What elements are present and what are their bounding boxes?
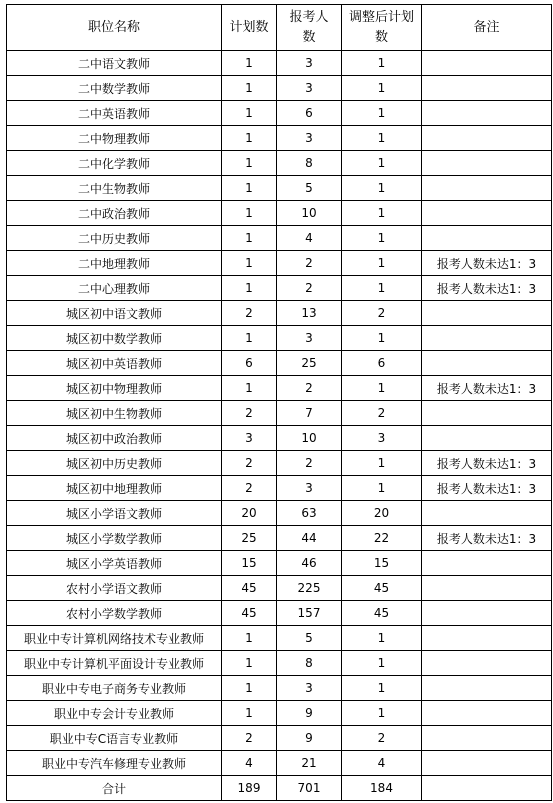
table-row [7, 326, 552, 351]
cell-plan-count: 1 [222, 101, 277, 126]
cell-position-name: 二中化学教师 [7, 151, 222, 176]
cell-plan-count: 1 [222, 326, 277, 351]
cell-applicants: 3 [277, 51, 342, 76]
cell-position-name: 二中生物教师 [7, 176, 222, 201]
cell-note [422, 651, 552, 676]
cell-applicants: 3 [277, 76, 342, 101]
total-label: 合计 [7, 776, 222, 801]
cell-plan-count: 2 [222, 401, 277, 426]
header-applicants [277, 5, 342, 51]
cell-adjusted-plan: 2 [342, 301, 422, 326]
table-row [7, 276, 552, 301]
table-row [7, 126, 552, 151]
cell-plan-count: 45 [222, 601, 277, 626]
cell-plan-count: 1 [222, 676, 277, 701]
cell-applicants: 2 [277, 276, 342, 301]
cell-note: 报考人数未达1：3 [422, 251, 552, 276]
cell-adjusted-plan: 1 [342, 251, 422, 276]
cell-note [422, 501, 552, 526]
cell-adjusted-plan: 1 [342, 626, 422, 651]
cell-position-name: 城区小学英语教师 [7, 551, 222, 576]
table-row [7, 376, 552, 401]
cell-plan-count: 2 [222, 451, 277, 476]
cell-applicants: 13 [277, 301, 342, 326]
cell-note [422, 51, 552, 76]
cell-adjusted-plan: 1 [342, 451, 422, 476]
cell-plan-count: 1 [222, 251, 277, 276]
total-note [422, 776, 552, 801]
cell-note [422, 226, 552, 251]
header-applicants-line2: 数 [302, 29, 316, 45]
table-row [7, 726, 552, 751]
cell-note [422, 676, 552, 701]
table-row [7, 576, 552, 601]
cell-applicants: 7 [277, 401, 342, 426]
cell-note [422, 626, 552, 651]
cell-position-name: 二中语文教师 [7, 51, 222, 76]
table-row [7, 426, 552, 451]
cell-applicants: 157 [277, 601, 342, 626]
cell-adjusted-plan: 1 [342, 151, 422, 176]
cell-applicants: 9 [277, 701, 342, 726]
header-adjusted-plan [342, 5, 422, 51]
header-applicants-line1: 报考人 [289, 9, 329, 25]
table-row [7, 351, 552, 376]
cell-position-name: 农村小学语文教师 [7, 576, 222, 601]
cell-plan-count: 1 [222, 51, 277, 76]
cell-position-name: 职业中专C语言专业教师 [7, 726, 222, 751]
cell-applicants: 5 [277, 626, 342, 651]
table-row [7, 226, 552, 251]
cell-note [422, 601, 552, 626]
cell-plan-count: 1 [222, 201, 277, 226]
cell-applicants: 10 [277, 201, 342, 226]
cell-applicants: 9 [277, 726, 342, 751]
cell-adjusted-plan: 1 [342, 226, 422, 251]
cell-position-name: 二中物理教师 [7, 126, 222, 151]
cell-applicants: 44 [277, 526, 342, 551]
table-row [7, 451, 552, 476]
cell-note: 报考人数未达1：3 [422, 376, 552, 401]
table-header-row [7, 5, 552, 51]
cell-plan-count: 20 [222, 501, 277, 526]
cell-plan-count: 15 [222, 551, 277, 576]
cell-plan-count: 3 [222, 426, 277, 451]
cell-applicants: 10 [277, 426, 342, 451]
cell-plan-count: 1 [222, 151, 277, 176]
cell-adjusted-plan: 45 [342, 576, 422, 601]
cell-note [422, 201, 552, 226]
cell-adjusted-plan: 45 [342, 601, 422, 626]
cell-note [422, 576, 552, 601]
cell-plan-count: 1 [222, 376, 277, 401]
header-plan-count: 计划数 [222, 5, 277, 51]
table-row [7, 551, 552, 576]
cell-note [422, 76, 552, 101]
cell-position-name: 城区初中历史教师 [7, 451, 222, 476]
cell-adjusted-plan: 1 [342, 101, 422, 126]
cell-position-name: 城区初中语文教师 [7, 301, 222, 326]
cell-note [422, 426, 552, 451]
cell-plan-count: 1 [222, 226, 277, 251]
cell-position-name: 城区初中生物教师 [7, 401, 222, 426]
cell-position-name: 二中数学教师 [7, 76, 222, 101]
cell-adjusted-plan: 4 [342, 751, 422, 776]
cell-note: 报考人数未达1：3 [422, 276, 552, 301]
cell-applicants: 5 [277, 176, 342, 201]
cell-note: 报考人数未达1：3 [422, 451, 552, 476]
cell-position-name: 农村小学数学教师 [7, 601, 222, 626]
cell-plan-count: 1 [222, 651, 277, 676]
cell-position-name: 职业中专电子商务专业教师 [7, 676, 222, 701]
cell-plan-count: 2 [222, 301, 277, 326]
cell-applicants: 4 [277, 226, 342, 251]
cell-note [422, 551, 552, 576]
cell-note [422, 176, 552, 201]
table-row [7, 76, 552, 101]
cell-adjusted-plan: 1 [342, 701, 422, 726]
cell-position-name: 城区小学数学教师 [7, 526, 222, 551]
cell-position-name: 城区初中政治教师 [7, 426, 222, 451]
cell-applicants: 6 [277, 101, 342, 126]
table-row [7, 51, 552, 76]
cell-plan-count: 1 [222, 126, 277, 151]
cell-applicants: 3 [277, 126, 342, 151]
cell-position-name: 城区初中物理教师 [7, 376, 222, 401]
cell-adjusted-plan: 6 [342, 351, 422, 376]
table-row [7, 251, 552, 276]
table-row [7, 626, 552, 651]
cell-adjusted-plan: 3 [342, 426, 422, 451]
cell-plan-count: 2 [222, 476, 277, 501]
cell-position-name: 二中政治教师 [7, 201, 222, 226]
cell-adjusted-plan: 1 [342, 201, 422, 226]
cell-note: 报考人数未达1：3 [422, 526, 552, 551]
cell-adjusted-plan: 22 [342, 526, 422, 551]
cell-note [422, 726, 552, 751]
cell-note [422, 351, 552, 376]
table-row [7, 676, 552, 701]
table-row [7, 526, 552, 551]
cell-applicants: 8 [277, 151, 342, 176]
cell-applicants: 225 [277, 576, 342, 601]
cell-plan-count: 6 [222, 351, 277, 376]
cell-note [422, 751, 552, 776]
cell-position-name: 二中历史教师 [7, 226, 222, 251]
cell-position-name: 职业中专计算机网络技术专业教师 [7, 626, 222, 651]
cell-applicants: 3 [277, 326, 342, 351]
cell-position-name: 城区初中数学教师 [7, 326, 222, 351]
table-row [7, 651, 552, 676]
total-applicants: 701 [277, 776, 342, 801]
cell-applicants: 63 [277, 501, 342, 526]
total-row [7, 776, 552, 801]
cell-position-name: 城区初中地理教师 [7, 476, 222, 501]
table-row [7, 101, 552, 126]
cell-plan-count: 25 [222, 526, 277, 551]
cell-adjusted-plan: 1 [342, 376, 422, 401]
cell-applicants: 2 [277, 451, 342, 476]
cell-adjusted-plan: 1 [342, 676, 422, 701]
table-row [7, 201, 552, 226]
cell-note [422, 701, 552, 726]
cell-plan-count: 1 [222, 76, 277, 101]
cell-position-name: 城区初中英语教师 [7, 351, 222, 376]
table-body [7, 51, 552, 776]
cell-adjusted-plan: 1 [342, 276, 422, 301]
table-row [7, 301, 552, 326]
cell-applicants: 21 [277, 751, 342, 776]
recruitment-plan-table [6, 4, 552, 801]
cell-adjusted-plan: 1 [342, 476, 422, 501]
cell-adjusted-plan: 20 [342, 501, 422, 526]
table-row [7, 751, 552, 776]
header-adjusted-line1: 调整后计划 [348, 9, 414, 25]
cell-position-name: 职业中专计算机平面设计专业教师 [7, 651, 222, 676]
cell-note: 报考人数未达1：3 [422, 476, 552, 501]
cell-adjusted-plan: 1 [342, 51, 422, 76]
cell-plan-count: 4 [222, 751, 277, 776]
cell-note [422, 326, 552, 351]
table-row [7, 701, 552, 726]
cell-adjusted-plan: 1 [342, 126, 422, 151]
table-row [7, 176, 552, 201]
table-row [7, 501, 552, 526]
cell-adjusted-plan: 15 [342, 551, 422, 576]
cell-note [422, 401, 552, 426]
table-row [7, 601, 552, 626]
cell-note [422, 101, 552, 126]
cell-note [422, 301, 552, 326]
cell-applicants: 46 [277, 551, 342, 576]
cell-adjusted-plan: 1 [342, 76, 422, 101]
cell-plan-count: 1 [222, 626, 277, 651]
header-adjusted-line2: 数 [374, 29, 388, 45]
cell-plan-count: 2 [222, 726, 277, 751]
cell-position-name: 二中地理教师 [7, 251, 222, 276]
total-adjusted: 184 [342, 776, 422, 801]
cell-applicants: 8 [277, 651, 342, 676]
cell-applicants: 2 [277, 376, 342, 401]
cell-adjusted-plan: 2 [342, 726, 422, 751]
cell-plan-count: 1 [222, 176, 277, 201]
header-note: 备注 [422, 5, 552, 51]
cell-applicants: 25 [277, 351, 342, 376]
cell-position-name: 二中心理教师 [7, 276, 222, 301]
cell-position-name: 职业中专会计专业教师 [7, 701, 222, 726]
table-row [7, 151, 552, 176]
cell-applicants: 3 [277, 676, 342, 701]
cell-adjusted-plan: 1 [342, 176, 422, 201]
cell-plan-count: 1 [222, 276, 277, 301]
cell-note [422, 126, 552, 151]
cell-position-name: 城区小学语文教师 [7, 501, 222, 526]
total-plan: 189 [222, 776, 277, 801]
cell-applicants: 2 [277, 251, 342, 276]
cell-position-name: 职业中专汽车修理专业教师 [7, 751, 222, 776]
cell-adjusted-plan: 1 [342, 651, 422, 676]
table-row [7, 476, 552, 501]
cell-plan-count: 45 [222, 576, 277, 601]
cell-plan-count: 1 [222, 701, 277, 726]
cell-note [422, 151, 552, 176]
cell-position-name: 二中英语教师 [7, 101, 222, 126]
table-row [7, 401, 552, 426]
cell-adjusted-plan: 1 [342, 326, 422, 351]
cell-applicants: 3 [277, 476, 342, 501]
header-position-name: 职位名称 [7, 5, 222, 51]
cell-adjusted-plan: 2 [342, 401, 422, 426]
